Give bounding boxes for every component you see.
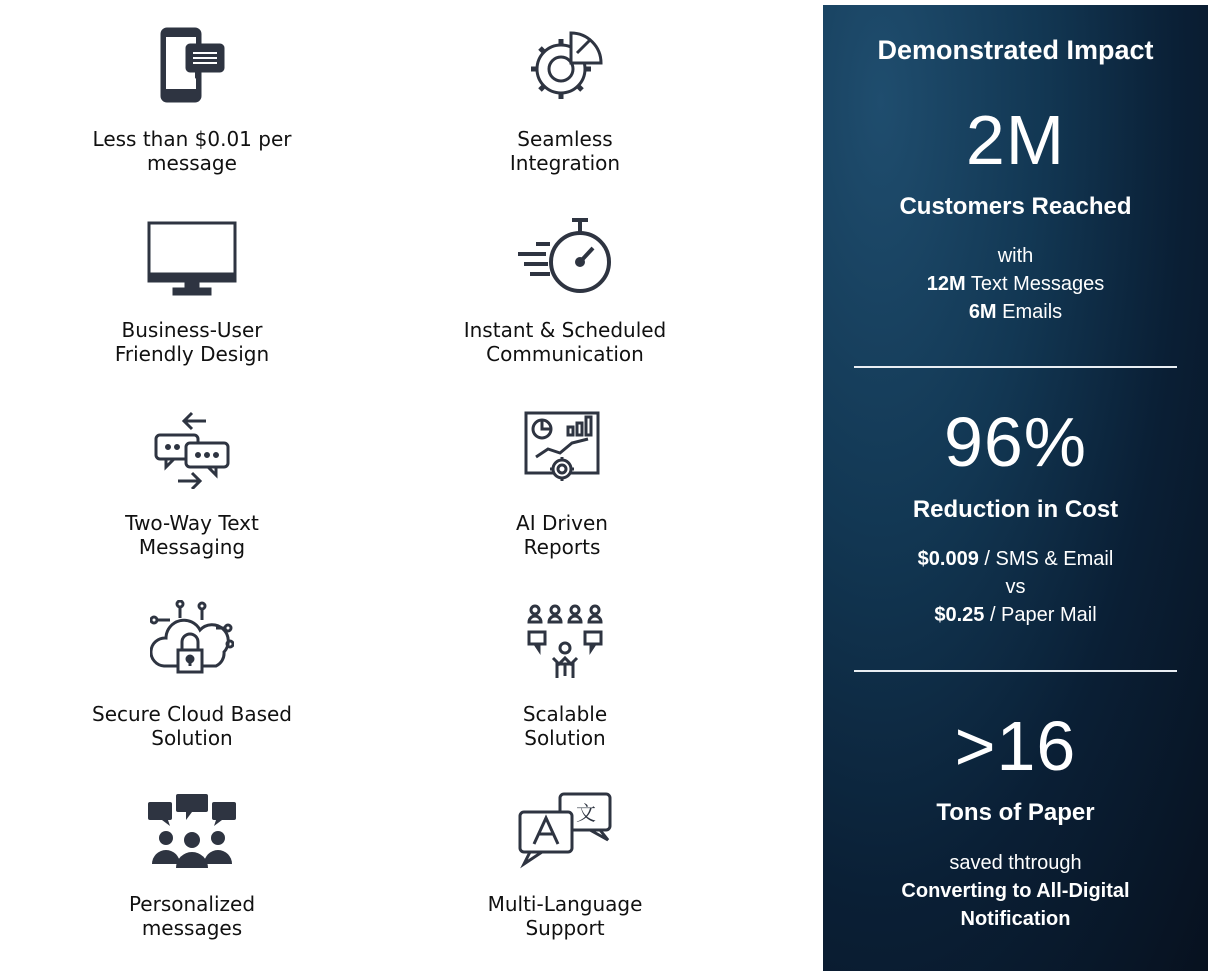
divider: [854, 366, 1177, 368]
smartphone-message-icon: [142, 25, 242, 105]
stat-cost-value: 96%: [943, 403, 1088, 481]
feature-label: Secure Cloud Based Solution: [92, 702, 292, 750]
stat-detail-line: $0.009 / SMS & Email: [917, 548, 1114, 570]
feature-label: Two-Way Text Messaging: [125, 511, 259, 559]
stat-cost-title: Reduction in Cost: [912, 496, 1119, 523]
two-way-chat-icon: [142, 409, 242, 489]
stat-detail-line: Notification: [960, 908, 1071, 930]
feature-secure-cloud: [42, 600, 342, 750]
scalable-people-icon: [515, 600, 615, 680]
divider: [854, 670, 1177, 672]
gear-integration-icon: [515, 25, 615, 105]
monitor-icon: [142, 216, 242, 296]
impact-panel: [823, 5, 1208, 971]
feature-scheduled: [415, 216, 715, 366]
stat-paper-value: >16: [954, 707, 1077, 785]
stat-detail-line: Converting to All-Digital: [901, 880, 1130, 902]
feature-label: Instant & Scheduled Communication: [463, 318, 667, 366]
feature-label: Scalable Solution: [522, 702, 608, 750]
feature-label: Less than $0.01 per message: [92, 127, 292, 175]
personalized-messages-icon: [142, 790, 242, 870]
stat-detail-line: 6M Emails: [968, 301, 1063, 323]
feature-scalable: [415, 600, 715, 750]
feature-label: Multi-Language Support: [487, 892, 643, 940]
analytics-report-icon: [512, 409, 612, 489]
svg-text:文: 文: [576, 801, 596, 825]
multi-language-icon: [515, 790, 615, 870]
feature-low-cost: [42, 25, 342, 175]
stat-customers-title: Customers Reached: [899, 193, 1132, 220]
feature-label: Personalized messages: [128, 892, 256, 940]
stat-paper-details: [823, 849, 1208, 933]
feature-two-way: [42, 409, 342, 559]
stat-customers-details: [823, 242, 1208, 326]
feature-ai-reports: [412, 409, 712, 559]
stat-detail-line: 12M Text Messages: [926, 273, 1105, 295]
stat-paper-title: Tons of Paper: [936, 799, 1095, 826]
feature-label: Seamless Integration: [509, 127, 621, 175]
feature-integration: [415, 25, 715, 175]
stat-detail-line: $0.25 / Paper Mail: [934, 604, 1097, 626]
feature-label: Business-User Friendly Design: [114, 318, 270, 366]
feature-multi-language: [415, 790, 715, 940]
stat-detail-line: with: [997, 245, 1034, 267]
stat-detail-line: vs: [1005, 576, 1026, 598]
stat-detail-line: saved thtrough: [949, 852, 1082, 874]
stat-cost-details: [823, 545, 1208, 629]
feature-personalized: [42, 790, 342, 940]
stat-customers-value: 2M: [965, 101, 1066, 179]
secure-cloud-icon: [142, 600, 242, 680]
feature-label: AI Driven Reports: [516, 511, 608, 559]
stopwatch-icon: [515, 216, 615, 296]
feature-user-friendly: [42, 216, 342, 366]
impact-heading: Demonstrated Impact: [877, 35, 1154, 65]
